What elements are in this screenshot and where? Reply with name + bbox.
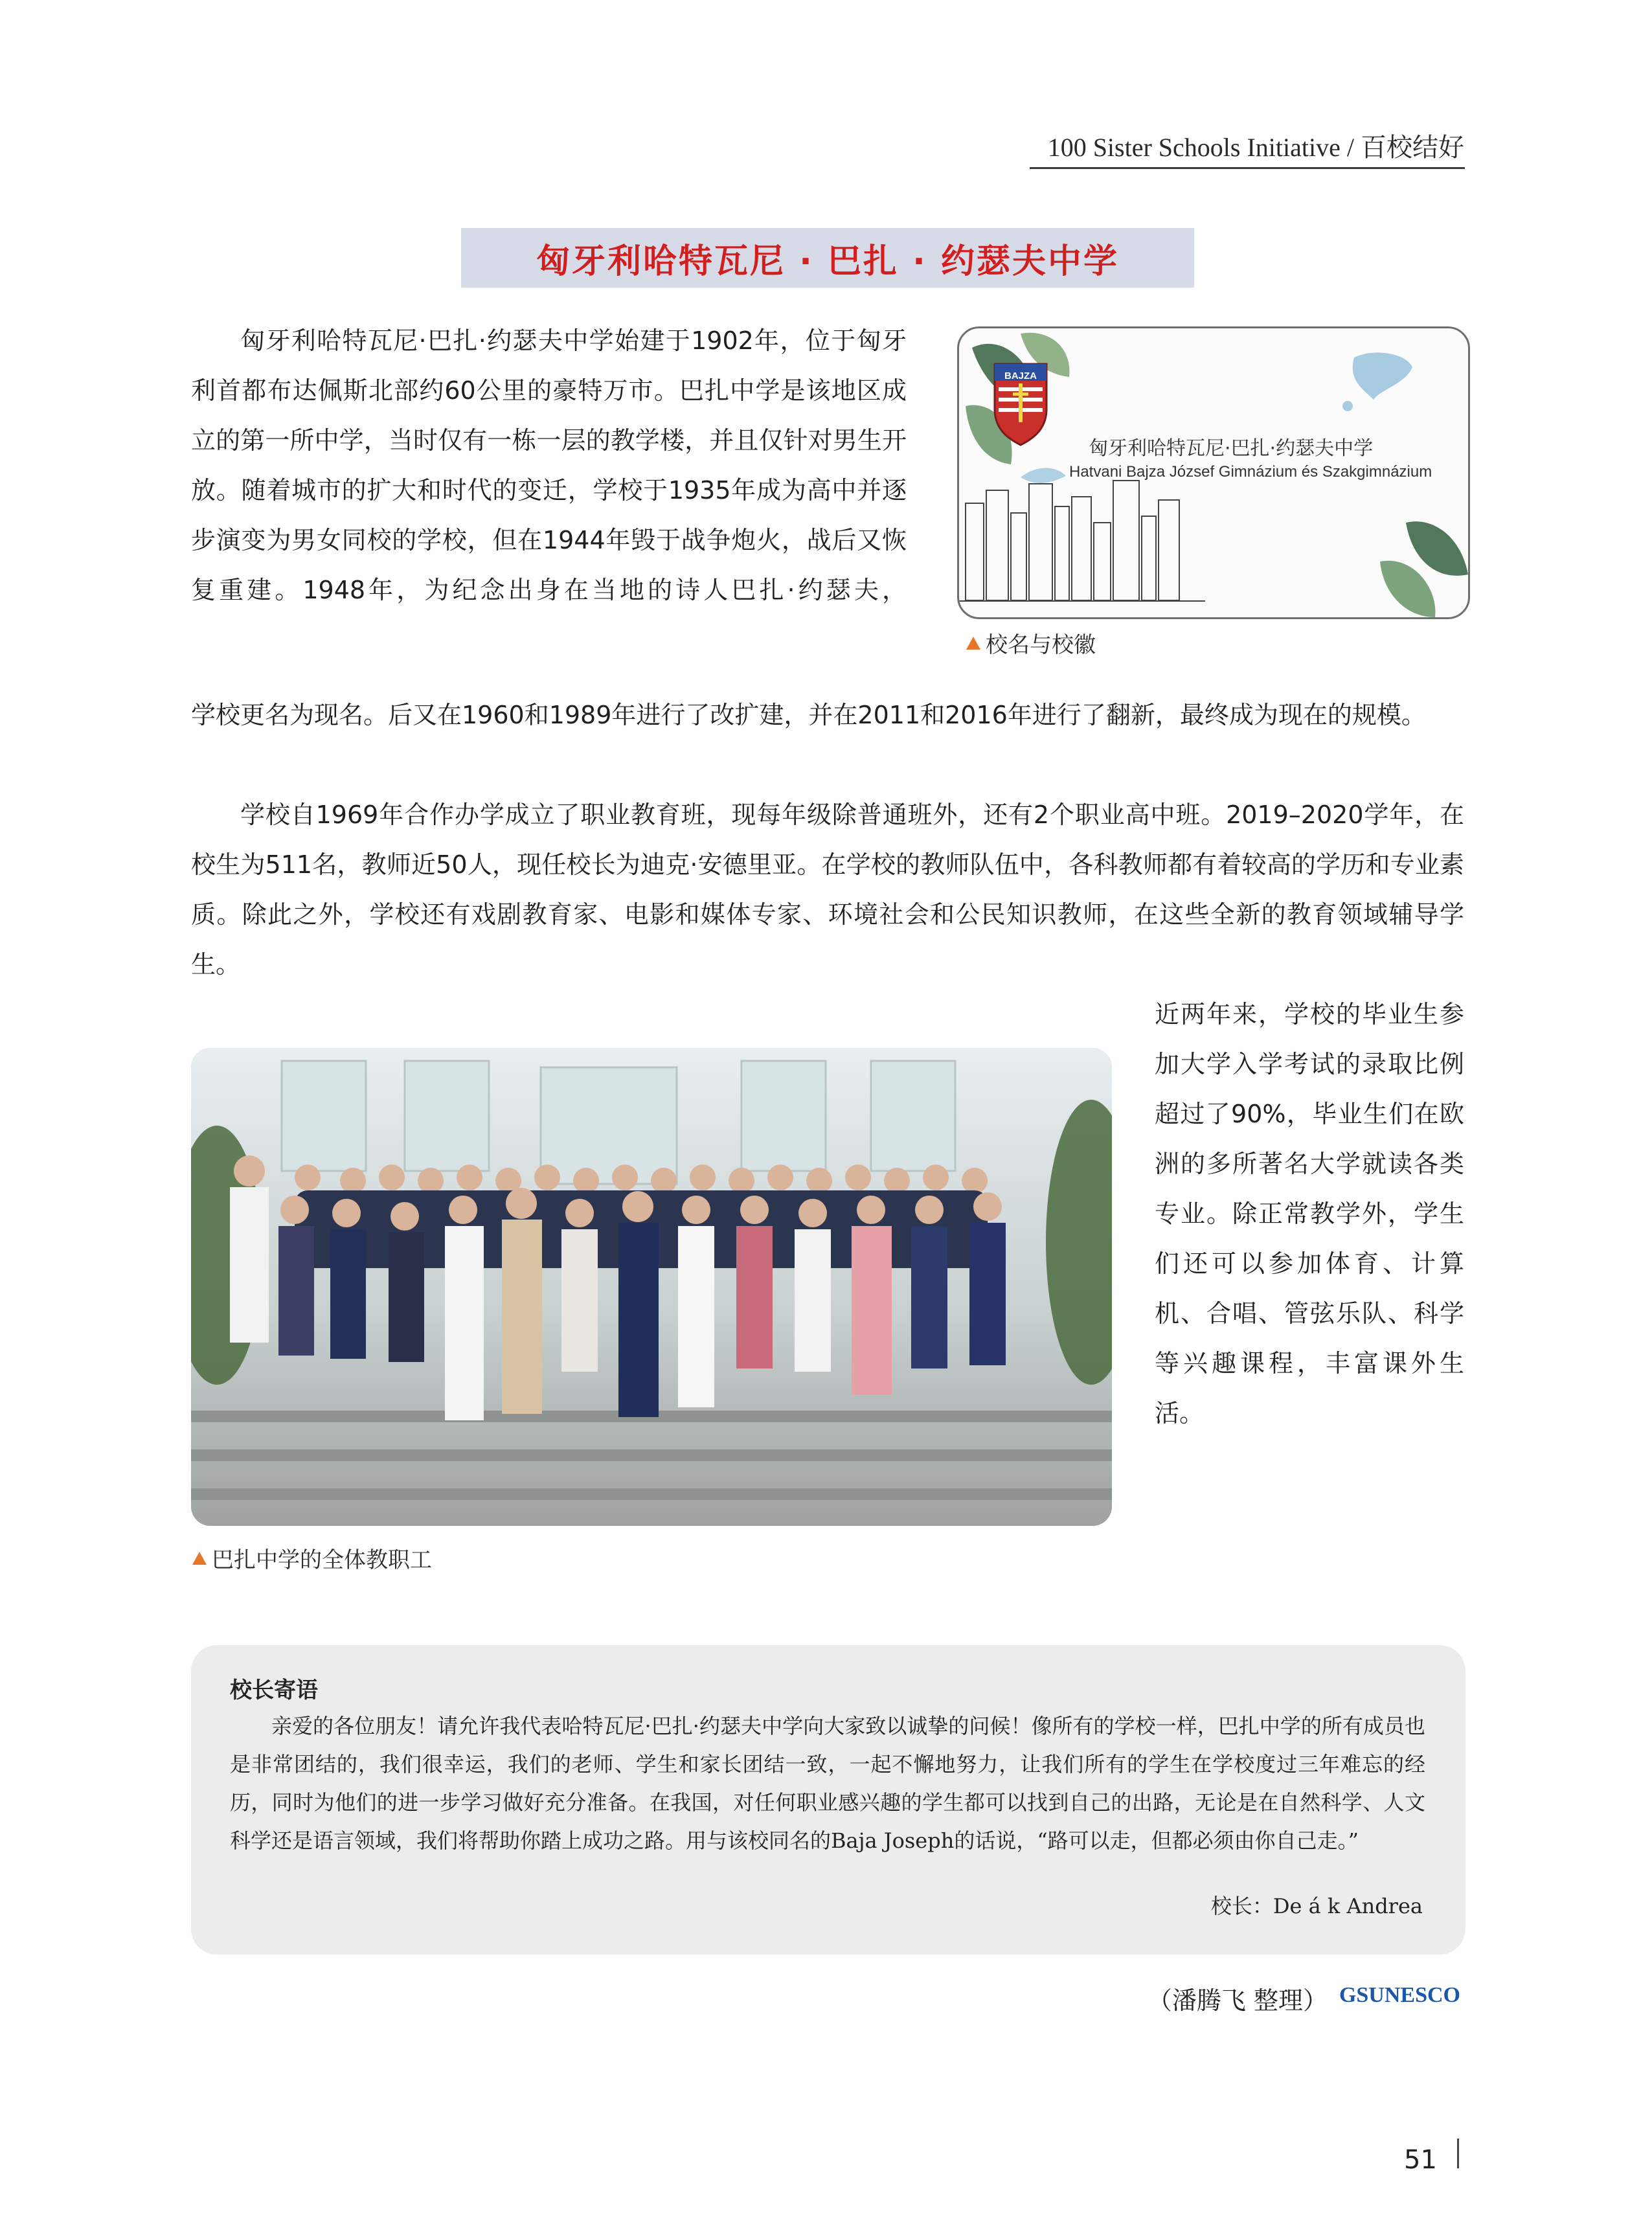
- page-number: 51: [1404, 2145, 1437, 2175]
- crest-name: BAJZA: [1004, 370, 1037, 381]
- logo-school-name-cn: 匈牙利哈特瓦尼·巴扎·约瑟夫中学: [1089, 437, 1374, 460]
- principal-signature: 校长：De á k Andrea: [1210, 1894, 1423, 1918]
- principal-message-box: [191, 1645, 1465, 1955]
- leaf-decoration-icon: [1380, 521, 1468, 617]
- body-paragraph-3: 近两年来，学校的毕业生参加大学入学考试的录取比例超过了90%，毕业生们在欧洲的多所著名大学就读各类专业。除正常教学外，学生们还可以参加体育、计算机、合唱、管弦乐队、科学等兴趣课程，丰富课外生活。: [1155, 1000, 1464, 1427]
- brand-credit: GSUNESCO: [1339, 1983, 1460, 2007]
- body-paragraph-2: 学校自1969年合作办学成立了职业教育班，现每年级除普通班外，还有2个职业高中班。2019–2020学年，在校生为511名，教师近50人，现任校长为迪克·安德里亚。在学校的教师队伍中，各科教师都有着较高的学历和专业素质。除此之外，学校还有戏剧教育家、电影和媒体专家、环境社会和公民知识教师，在这些全新的教育领域辅导学生。: [191, 801, 1464, 979]
- body-paragraph-1-continued: 学校更名为现名。后又在1960和1989年进行了改扩建，并在2011和2016年进行了翻新，最终成为现在的规模。: [191, 701, 1426, 729]
- bird-icon: [1021, 468, 1066, 483]
- photo-caption: [192, 1542, 432, 1574]
- books-icon: [959, 481, 1205, 601]
- series-header: 100 Sister Schools Initiative / 百校结好: [1047, 133, 1464, 162]
- principal-message-heading: 校长寄语: [230, 1677, 318, 1703]
- body-paragraph-1: 匈牙利哈特瓦尼·巴扎·约瑟夫中学始建于1902年，位于匈牙利首都布达佩斯北部约60公里的豪特万市。巴扎中学是该地区成立的第一所中学，当时仅有一栋一层的教学楼，并且仅针对男生开放。随着城市的扩大和时代的变迁，学校于1935年成为高中并逐步演变为男女同校的学校，但在1944年毁于战争炮火，战后又恢复重建。1948年，为纪念出身在当地的诗人巴扎·约瑟夫，: [191, 326, 907, 604]
- editor-credit: （潘腾飞 整理）: [1147, 1986, 1328, 2015]
- logo-school-name-en: Hatvani Bajza József Gimnázium és Szakgimnázium: [1069, 463, 1432, 481]
- title-band: [461, 228, 1194, 288]
- principal-message-body: 亲爱的各位朋友！请允许我代表哈特瓦尼·巴扎·约瑟夫中学向大家致以诚挚的问候！像所有的学校一样，巴扎中学的所有成员也是非常团结的，我们很幸运，我们的老师、学生和家长团结一致，一起不懈地努力，让我们所有的学生在学校度过三年难忘的经历，同时为他们的进一步学习做好充分准备。在我国，对任何职业感兴趣的学生都可以找到自己的出路，无论是在自然科学、人文科学还是语言领域，我们将帮助你踏上成功之路。用与该校同名的Baja Joseph的话说，“路可以走，但都必须由你自己走。”: [230, 1714, 1425, 1853]
- school-logo-card: [957, 326, 1470, 619]
- article-title: 匈牙利哈特瓦尼 · 巴扎 · 约瑟夫中学: [536, 242, 1119, 281]
- logo-caption-text: 校名与校徽: [986, 632, 1096, 658]
- caption-triangle-icon: [192, 1552, 207, 1565]
- map-icon: [1342, 352, 1412, 411]
- logo-caption: [966, 627, 1096, 659]
- caption-triangle-icon: [966, 637, 980, 650]
- staff-group-photo: [191, 1048, 1112, 1526]
- group-photo-illustration: [191, 1048, 1112, 1526]
- photo-caption-text: 巴扎中学的全体教职工: [212, 1547, 432, 1573]
- header-rule: [1030, 167, 1465, 169]
- page-number-rule: [1457, 2139, 1459, 2168]
